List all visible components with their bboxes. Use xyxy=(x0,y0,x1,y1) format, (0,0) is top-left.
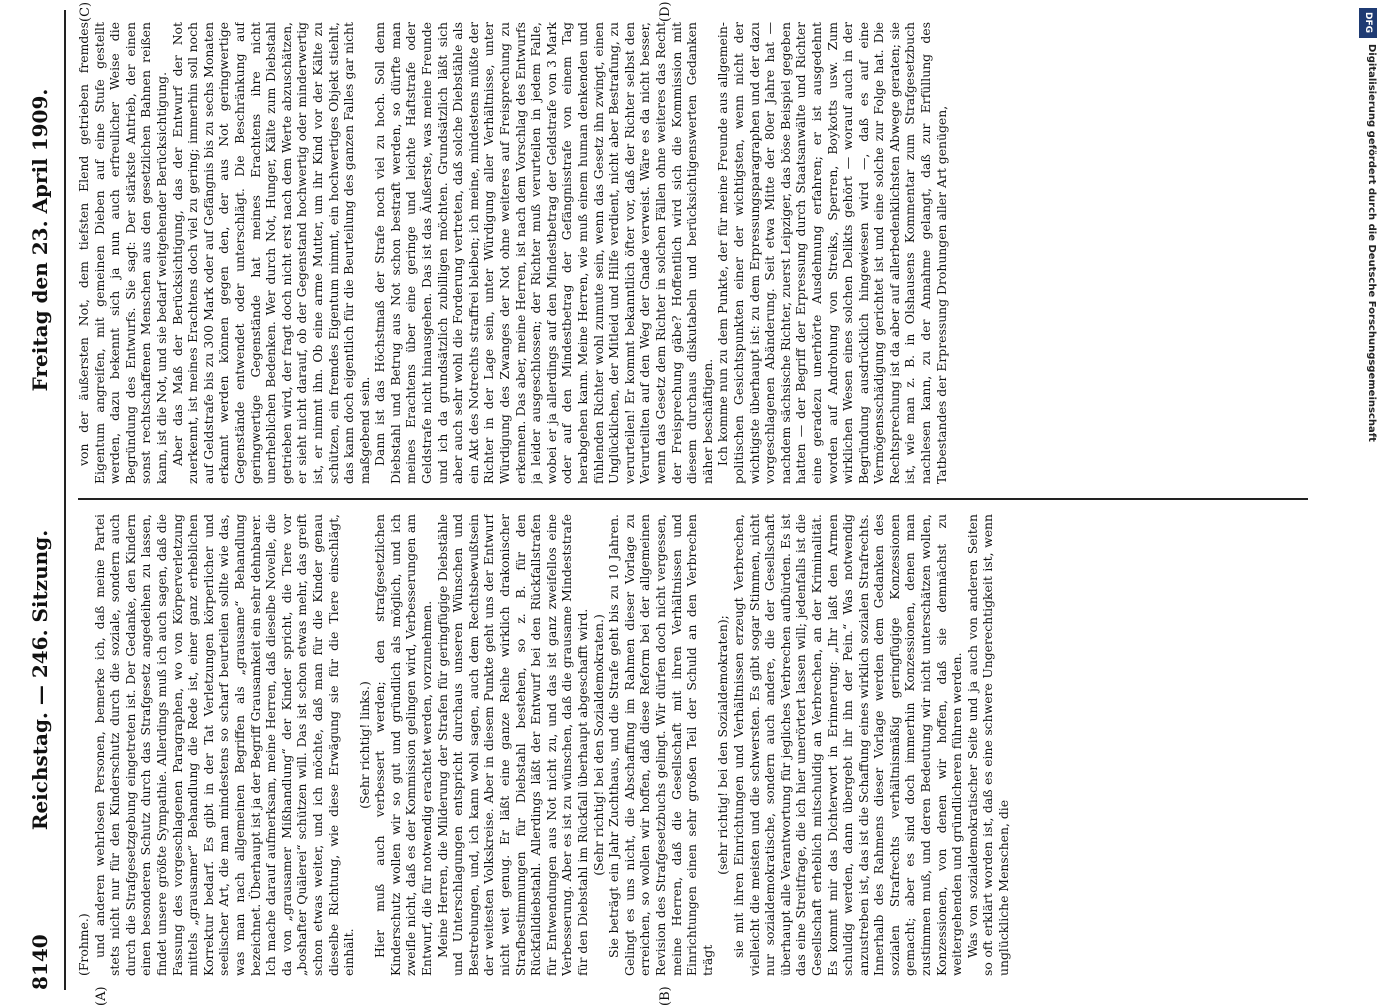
left-text-column xyxy=(76,514,1326,976)
header-left-title: Reichstag. — 246. Sitzung. xyxy=(28,529,52,831)
interjection: (Sehr richtig! bei den Sozialdemokraten.) xyxy=(590,614,606,876)
page-header xyxy=(18,10,58,990)
paragraph: Was von sozialdemokratischer Seite und ja auch von anderen Seiten so oft erklärt worden ist, daß es eine schwere Ungerechtigkeit ist, wenn unglückliche Menschen, die xyxy=(964,514,1012,976)
column-divider xyxy=(78,498,1308,500)
margin-marker-b: (B) xyxy=(658,986,673,1006)
paragraph: Sie beträgt ein Jahr Zuchthaus, und die Strafe geht bis zu 10 Jahren. Gelingt es uns nicht, die Abschaffung im Rahmen dieser Vorlage zu erreichen, so wollen wir hoffen, daß diese Reform bei der allgemeinen Revision des Strafgesetzbuchs gelingt. Wir dürfen doch nicht vergessen, meine Herren, daß die Gesellschaft mit ihren Verhältnissen und Einrichtungen einen sehr großen Teil der Schuld an den Verbrechen trägt xyxy=(606,514,715,976)
credit-text: Digitalisierung gefördert durch die Deutsche Forschungsgemeinschaft xyxy=(1366,44,1377,442)
header-rule xyxy=(64,10,66,990)
interjection: (sehr richtig! bei den Sozialdemokraten); xyxy=(715,615,731,875)
paragraph: und anderen wehrlosen Personen, bemerke ich, daß meine Partei stets nicht nur für den Kinderschutz durch die soziale, sondern auch durch die Strafgesetzgebung eingetreten ist. Der Gedanke, den Kindern einen besonderen Schutz durch das Strafgesetz angedeihen zu lassen, findet unsere größte Sympathie. Allerdings muß ich auch sagen, daß die Fassung des vorgeschlagenen Paragraphen, wo von Körperverletzung mittels „grausamer“ Behandlung die Rede ist, einer ganz erheblichen Korrektur bedarf. Es gibt in der Tat Verletzungen körperlicher und seelischer Art, die man mindestens so scharf beurteilen sollte wie das, was man nach allgemeinen Begriffen als „grausame“ Behandlung bezeichnet. Überhaupt ist ja der Begriff Grausamkeit ein sehr dehnbarer. Ich mache darauf aufmerksam, meine Herren, daß dieselbe Novelle, die da von „grausamer Mißhandlung“ der Kinder spricht, die Tiere vor „boshafter Quälerei“ schützen will. Das ist schon etwas mehr, das greift schon etwas weiter, und ich möchte, daß man für die Kinder genau dieselbe Richtung, wie diese Erwägung sie für die Tiere einschlägt, einhält. xyxy=(91,514,357,976)
right-text-column xyxy=(76,22,1326,484)
paragraph: Hier muß auch verbessert werden; den strafgesetzlichen Kinderschutz wollen wir so gut und gründlich als möglich, und ich zweifle nicht, daß es der Kommission gelingen wird, Verbesserungen am Entwurf, die für notwendig erachtet werden, vorzunehmen. xyxy=(372,514,435,976)
paragraph: Dann ist das Höchstmaß der Strafe noch viel zu hoch. Soll denn Diebstahl und Betrug aus Not schon bestraft werden, so dürfte man meines Erachtens über eine geringe und leichte Haftstrafe oder Geldstrafe nicht hinausgehen. Das ist das Äußerste, was meine Freunde und ich da grundsätzlich zubilligen möchten. Grundsätzlich läßt sich aber auch sehr wohl die Forderung vertreten, daß solche Diebstähle als ein Akt des Notrechts straffrei bleiben; ich meine, mindestens müßte der Richter in der Lage sein, unter Würdigung aller Verhältnisse, unter Würdigung des Zwanges der Not ohne weiteres auf Freisprechung zu erkennen. Das aber, meine Herren, ist nach dem Vorschlag des Entwurfs ja leider ausgeschlossen; der Richter muß verurteilen in jedem Falle, wobei er ja allerdings auf den Mindestbetrag der Geldstrafe von 3 Mark oder auf den Mindestbetrag der Gefängnisstrafe von einem Tag herabgehen kann. Meine Herren, wie muß einem human denkenden und fühlenden Richter wohl zumute sein, wenn das Gesetz ihn zwingt, einen Unglücklichen, der Mitleid und Hilfe verdient, nicht aber Bestrafung, zu verurteilen! Er kommt bekanntlich öfter vor, daß der Richter selbst den Verurteilten auf den Weg der Gnade verweist. Wäre es da nicht besser, wenn das Gesetz dem Richter in solchen Fällen ohne weiteres das Recht der Freisprechung gäbe? Hoffentlich wird sich die Kommission mit diesem durchaus diskutabeln und berücksichtigenswerten Gedanken näher beschäftigen. xyxy=(372,22,715,484)
paragraph: Meine Herren, die Milderung der Strafen für geringfügige Diebstähle und Unterschlagungen entspricht durchaus unseren Wünschen und Bestrebungen, und, ich kann wohl sagen, auch dem Rechtsbewußtsein der weitesten Volkskreise. Aber in diesem Punkte geht uns der Entwurf nicht weit genug. Er läßt eine ganze Reihe wirklich drakonischer Strafbestimmungen für Diebstahl bestehen, so z. B. für den Rückfalldiebstahl. Allerdings läßt der Entwurf bei den Rückfallstrafen für Entwendungen aus Not nicht zu, und das ist ganz zweifellos eine Verbesserung. Aber es ist zu wünschen, daß die grausame Mindeststrafe für den Diebstahl im Rückfall überhaupt abgeschafft wird. xyxy=(434,514,590,976)
rotated-page xyxy=(18,1,1348,1006)
paragraph: Aber das Maß der Berücksichtigung, das der Entwurf der Not zuerkennt, ist meines Erachtens doch viel zu gering; immerhin soll noch auf Geldstrafe bis zu 300 Mark oder auf Gefängnis bis zu sechs Monaten erkannt werden können gegen den, der aus Not geringwertige Gegenstände entwendet oder unterschlägt. Die Beschränkung auf geringwertige Gegenstände hat meines Erachtens ihre nicht unerheblichen Bedenken. Wer durch Not, Hunger, Kälte zum Diebstahl getrieben wird, der fragt doch nicht erst nach dem Werte abzuschätzen, er sieht nicht darauf, ob der Gegenstand hochwertig oder minderwertig ist, er nimmt ihn. Ob eine arme Mutter, um ihr Kind vor der Kälte zu schützen, ein fremdes Eigentum nimmt, ein hochwertiges Objekt stiehlt, das kann doch eigentlich für die Beurteilung des ganzen Falles gar nicht maßgebend sein. xyxy=(169,22,372,484)
speaker-name: (Frohme.) xyxy=(76,913,91,976)
digitization-credit xyxy=(1357,8,1379,998)
paragraph: sie mit ihren Einrichtungen und Verhältnissen erzeugt Verbrechen, vielleicht die meisten und die schwersten. Es gibt sogar Stimmen, nicht nur sozialdemokratische, sondern auch andere, die der Gesellschaft überhaupt alle Verantwortung für jegliches Verbrechen aufbürden. Es ist das eine Streitfrage, die ich hier unerörtert lassen will; jedenfalls ist die Gesellschaft erheblich mitschuldig an Verbrechen, an der Kriminalität. Es kommt mir das Dichterwort in Erinnerung: „Ihr laßt den Armen schuldig werden, dann übergebt ihr ihn der Pein.“ Was notwendig anzustreben ist, das ist die Schaffung eines wirklich sozialen Strafrechts. Innerhalb des Rahmens dieser Vorlage werden dem Gedanken des sozialen Strafrechts verhältnismäßig geringfügige Konzessionen gemacht; aber es sind doch immerhin Konzessionen, denen man zustimmen muß, und deren Bedeutung wir nicht unterschätzen wollen, Konzessionen, von denen wir hoffen, daß sie demnächst zu weitergehenden und gründlicheren führen werden. xyxy=(730,514,965,976)
paragraph: Ich komme nun zu dem Punkte, der für meine Freunde aus allgemein-politischen Gesichtspunkten einer der wichtigsten, wenn nicht der wichtigste überhaupt ist: zu dem Erpressungsparagraphen und der dazu vorgeschlagenen Abänderung. Seit etwa Mitte der 80er Jahre hat — nachdem sächsische Richter, zuerst Leipziger, das böse Beispiel gegeben hatten — der Begriff der Erpressung durch Staatsanwälte und Richter eine geradezu unerhörte Ausdehnung erfahren; er ist ausgedehnt worden auf Androhung von Streiks, Sperren, Boykotts usw. Zum wirklichen Wesen eines solchen Delikts gehört — worauf auch in der Begründung ausdrücklich hingewiesen wird —, daß es auf eine Vermögensschädigung gerichtet ist und eine solche zur Folge hat. Die Rechtsprechung ist da aber auf allerbedenklichsten Abwege geraten; sie ist, wie man z. B. in Olshausens Kommentar zum Strafgesetzbuch nachlesen kann, zu der Annahme gelangt, daß zur Erfüllung des Tatbestandes der Erpressung Drohungen aller Art genügen, xyxy=(715,22,949,484)
page-number: 8140 xyxy=(28,934,52,990)
header-right-title: Freitag den 23. April 1909. xyxy=(28,88,52,392)
paragraph: von der äußersten Not, dem tiefsten Elend getrieben fremdes Eigentum angreifen, mit gemeinen Dieben auf eine Stufe gestellt werden, dazu bekennt sich ja nun auch erfreulicher Weise die Begründung des Entwurfs. Sie sagt: Der stärkste Antrieb, der einen sonst rechtschaffenen Menschen aus den gesetzlichen Bahnen reißen kann, ist die Not, und sie bedarf weitgehender Berücksichtigung. xyxy=(76,22,169,484)
margin-marker-c: (C) xyxy=(78,1,93,22)
margin-marker-d: (D) xyxy=(658,1,673,22)
dfg-logo-icon: DFG xyxy=(1359,8,1377,38)
margin-marker-a: (A) xyxy=(94,986,109,1006)
interjection: (Sehr richtig! links.) xyxy=(356,681,372,809)
